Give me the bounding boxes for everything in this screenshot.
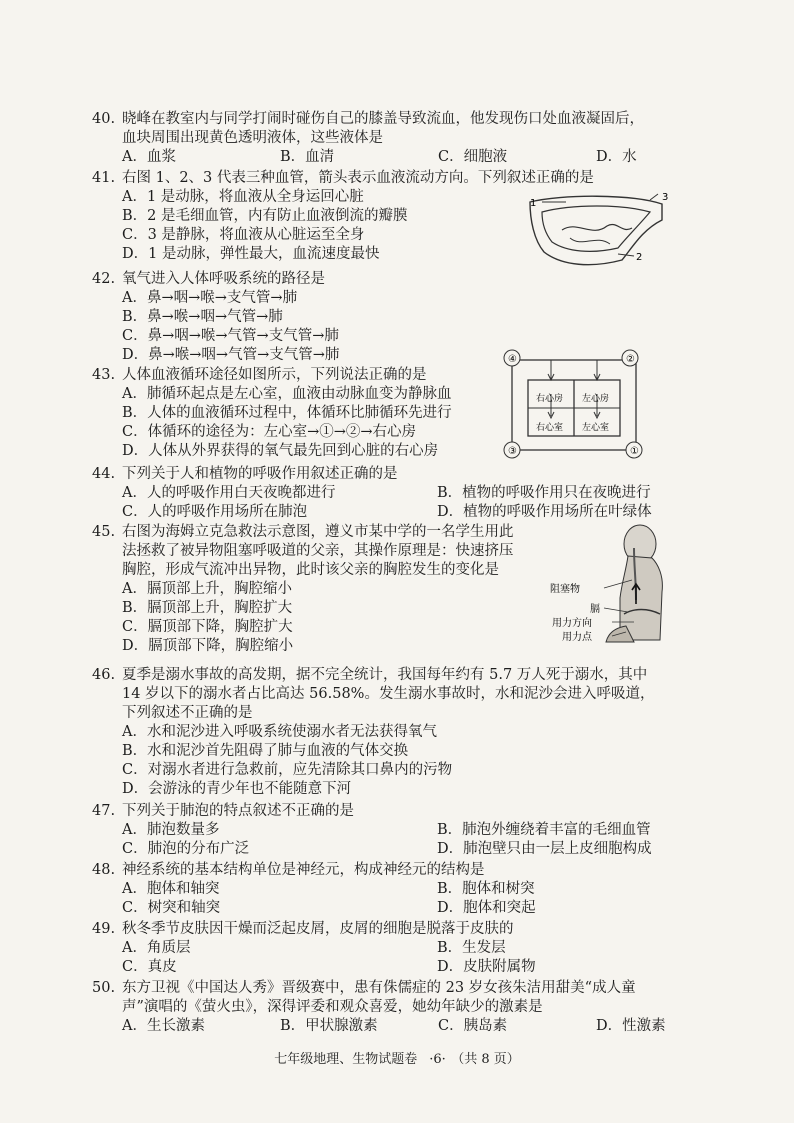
label-3: ③	[508, 446, 517, 457]
option-d: D．水	[596, 149, 637, 165]
footer-title: 七年级地理、生物试题卷	[274, 1052, 418, 1067]
options-grid	[122, 939, 712, 977]
question-number: 46.	[92, 667, 116, 683]
question-50	[92, 979, 712, 1036]
label-left-atrium: 左心房	[582, 394, 610, 404]
option-d: D．肺泡壁只由一层上皮细胞构成	[437, 841, 652, 857]
option-a: A．肺泡数量多	[122, 822, 220, 838]
option-c: C．鼻→咽→喉→气管→支气管→肺	[122, 328, 339, 344]
option-c: C．人的呼吸作用场所在肺泡	[122, 504, 308, 520]
option-d: D．人体从外界获得的氧气最先回到心脏的右心房	[122, 443, 439, 459]
question-stem: 氧气进入人体呼吸系统的路径是	[122, 271, 325, 287]
question-stem: 人体血液循环途径如图所示，下列说法正确的是	[122, 367, 427, 383]
question-stem: 东方卫视《中国达人秀》晋级赛中，患有侏儒症的 23 岁女孩朱洁用甜美“成人童	[122, 980, 636, 996]
option-c: C．膈顶部下降，胸腔扩大	[122, 619, 293, 635]
option-d: D．膈顶部下降，胸腔缩小	[122, 638, 294, 654]
question-stem: 右图为海姆立克急救法示意图，遵义市某中学的一名学生用此	[122, 524, 514, 540]
question-number: 44.	[92, 466, 116, 482]
option-a: A．胞体和轴突	[122, 881, 220, 897]
question-44	[92, 465, 712, 522]
blood-vessel-figure	[522, 190, 672, 272]
label-right-atrium: 右心房	[536, 394, 564, 404]
option-c: C．肺泡的分布广泛	[122, 841, 250, 857]
label-1: ①	[630, 446, 639, 457]
question-number: 41.	[92, 170, 116, 186]
question-stem: 秋冬季节皮肤因干燥而泛起皮屑，皮屑的细胞是脱落于皮肤的	[122, 921, 514, 937]
question-stem-line2: 14 岁以下的溺水者占比高达 56.58%。发生溺水事故时，水和泥沙会进入呼吸道，	[122, 686, 655, 702]
option-d: D．植物的呼吸作用场所在叶绿体	[437, 504, 652, 520]
label-left-ventricle: 左心室	[582, 423, 610, 433]
option-d: D．1 是动脉，弹性最大，血流速度最快	[122, 246, 380, 262]
option-b: B．水和泥沙首先阻碍了肺与血液的气体交换	[122, 743, 409, 759]
question-48	[92, 861, 712, 918]
question-stem: 下列关于肺泡的特点叙述不正确的是	[122, 803, 354, 819]
label-1: 1	[530, 198, 537, 209]
option-a: A．角质层	[122, 940, 191, 956]
option-c: C．细胞液	[438, 149, 508, 165]
label-3: 3	[662, 192, 669, 203]
options-grid	[122, 484, 712, 522]
label-right-ventricle: 右心室	[536, 423, 564, 433]
question-stem: 右图 1、2、3 代表三种血管，箭头表示血液流动方向。下列叙述正确的是	[122, 170, 594, 186]
question-number: 45.	[92, 524, 116, 540]
option-b: B．鼻→喉→咽→气管→肺	[122, 309, 283, 325]
question-stem: 晓峰在教室内与同学打闹时碰伤自己的膝盖导致流血，他发现伤口处血液凝固后，	[122, 111, 644, 127]
question-number: 43.	[92, 367, 116, 383]
option-b: B．胞体和树突	[437, 881, 535, 897]
heimlich-figure	[548, 522, 678, 648]
option-c: C．胰岛素	[438, 1018, 508, 1034]
options-row	[122, 148, 712, 167]
blood-circulation-diagram	[498, 346, 650, 464]
label-4: ④	[508, 354, 517, 365]
options-grid	[122, 821, 712, 859]
label-obstruction: 阻塞物	[550, 584, 580, 595]
question-46	[92, 666, 712, 799]
option-d: D．皮肤附属物	[437, 959, 536, 975]
option-a: A．肺循环起点是左心室，血液由动脉血变为静脉血	[122, 386, 452, 402]
question-stem-line2: 法拯救了被异物阻塞呼吸道的父亲，其操作原理是：快速挤压	[122, 543, 514, 559]
option-c: C．对溺水者进行急救前，应先清除其口鼻内的污物	[122, 762, 453, 778]
label-2: 2	[636, 252, 643, 263]
question-stem-line2: 血块周围出现黄色透明液体，这些液体是	[122, 130, 383, 146]
option-b: B．生发层	[437, 940, 506, 956]
footer-page-number: ·6·	[429, 1052, 446, 1067]
question-number: 40.	[92, 111, 116, 127]
label-force-point: 用力点	[562, 632, 592, 643]
label-force-direction: 用力方向	[552, 618, 592, 629]
footer-total-pages: （共 8 页）	[457, 1052, 520, 1067]
option-d: D．鼻→喉→咽→气管→支气管→肺	[122, 347, 340, 363]
label-2: ②	[626, 354, 635, 365]
question-stem-line3: 下列叙述不正确的是	[122, 705, 253, 721]
option-a: A．血浆	[122, 149, 176, 165]
question-stem: 神经系统的基本结构单位是神经元，构成神经元的结构是	[122, 862, 485, 878]
option-c: C．树突和轴突	[122, 900, 221, 916]
option-b: B．植物的呼吸作用只在夜晚进行	[437, 485, 651, 501]
question-number: 47.	[92, 803, 116, 819]
option-a: A．生长激素	[122, 1018, 205, 1034]
page-footer	[0, 1048, 794, 1067]
option-b: B．人体的血液循环过程中，体循环比肺循环先进行	[122, 405, 452, 421]
option-c: C．真皮	[122, 959, 177, 975]
option-a: A．膈顶部上升，胸腔缩小	[122, 581, 292, 597]
question-stem: 夏季是溺水事故的高发期，据不完全统计，我国每年约有 5.7 万人死于溺水，其中	[122, 667, 648, 683]
option-c: C．体循环的途径为：左心室→①→②→右心房	[122, 424, 417, 440]
question-47	[92, 802, 712, 859]
question-stem-line2: 声”演唱的《萤火虫》，深得评委和观众喜爱，她幼年缺少的激素是	[122, 999, 543, 1015]
option-c: C．3 是静脉，将血液从心脏运至全身	[122, 227, 365, 243]
option-a: A．水和泥沙进入呼吸系统使溺水者无法获得氧气	[122, 724, 437, 740]
options-grid	[122, 880, 712, 918]
option-b: B．血清	[280, 149, 335, 165]
question-stem-line3: 胸腔，形成气流冲出异物，此时该父亲的胸腔发生的变化是	[122, 562, 499, 578]
option-a: A．鼻→咽→喉→支气管→肺	[122, 290, 298, 306]
question-49	[92, 920, 712, 977]
option-b: B．2 是毛细血管，内有防止血液倒流的瓣膜	[122, 208, 408, 224]
option-a: A．1 是动脉，将血液从全身运回心脏	[122, 189, 364, 205]
options-row	[122, 1017, 712, 1036]
option-a: A．人的呼吸作用白天夜晚都进行	[122, 485, 336, 501]
question-stem: 下列关于人和植物的呼吸作用叙述正确的是	[122, 466, 398, 482]
label-diaphragm: 膈	[590, 604, 600, 615]
option-d: D．会游泳的青少年也不能随意下河	[122, 781, 352, 797]
question-number: 50.	[92, 980, 116, 996]
option-b: B．甲状腺激素	[280, 1018, 378, 1034]
option-b: B．膈顶部上升，胸腔扩大	[122, 600, 293, 616]
question-number: 48.	[92, 862, 116, 878]
question-number: 49.	[92, 921, 116, 937]
question-number: 42.	[92, 271, 116, 287]
option-b: B．肺泡外缠绕着丰富的毛细血管	[437, 822, 651, 838]
question-40	[92, 110, 712, 167]
option-d: D．胞体和突起	[437, 900, 536, 916]
option-d: D．性激素	[596, 1018, 666, 1034]
